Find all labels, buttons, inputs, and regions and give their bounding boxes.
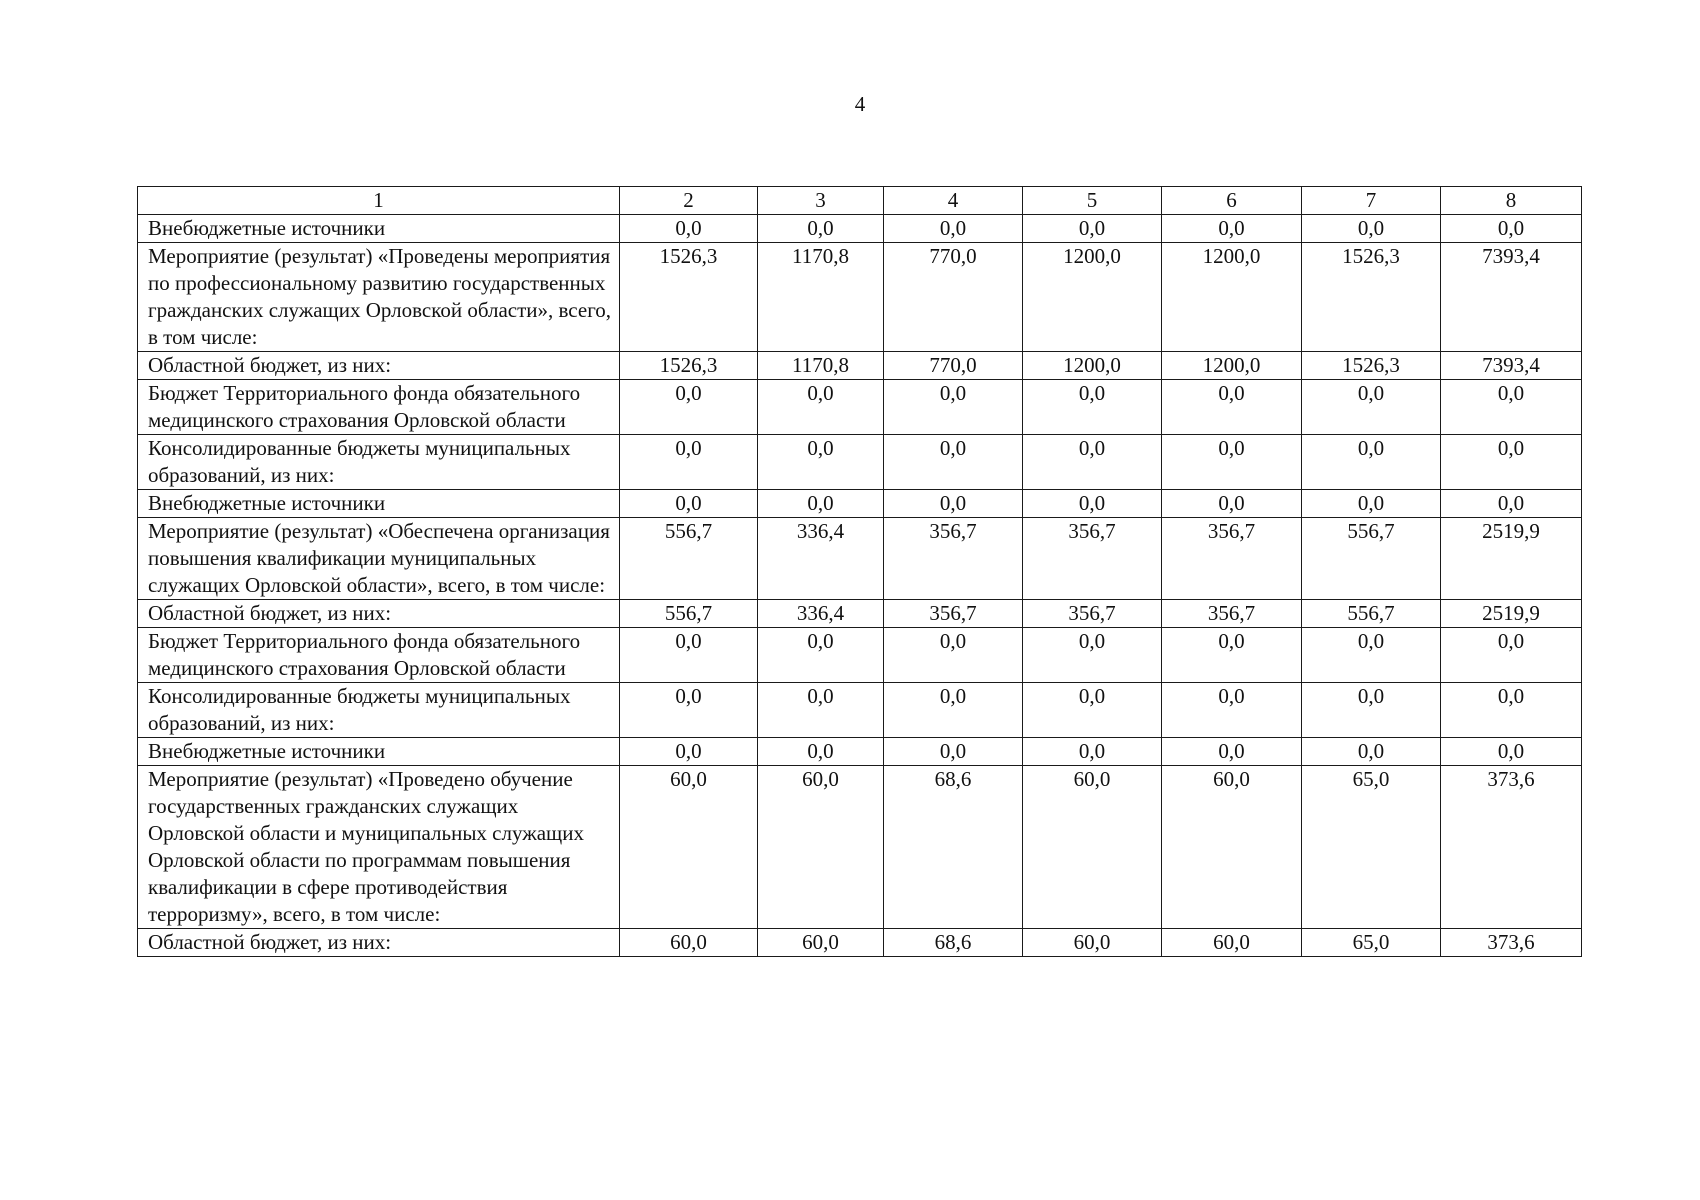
value-cell: 0,0: [884, 490, 1023, 518]
value-cell: 1200,0: [1023, 243, 1162, 352]
table-row: [138, 243, 1582, 352]
value-cell: 0,0: [1162, 435, 1302, 490]
value-cell: 1526,3: [620, 243, 758, 352]
value-cell: 356,7: [1162, 600, 1302, 628]
value-cell: 336,4: [758, 600, 884, 628]
value-cell: 0,0: [1302, 683, 1441, 738]
value-cell: 356,7: [1023, 600, 1162, 628]
value-cell: 0,0: [1023, 490, 1162, 518]
value-cell: 0,0: [884, 738, 1023, 766]
value-cell: 0,0: [1023, 628, 1162, 683]
table-row: [138, 435, 1582, 490]
header-cell: 2: [620, 187, 758, 215]
table-body: [138, 187, 1582, 957]
table-row: [138, 628, 1582, 683]
value-cell: 0,0: [758, 490, 884, 518]
value-cell: 7393,4: [1441, 243, 1582, 352]
value-cell: 0,0: [1162, 683, 1302, 738]
header-cell: 5: [1023, 187, 1162, 215]
header-cell: 4: [884, 187, 1023, 215]
value-cell: 0,0: [620, 490, 758, 518]
value-cell: 0,0: [1302, 435, 1441, 490]
table-row: [138, 600, 1582, 628]
value-cell: 556,7: [620, 518, 758, 600]
row-label: Областной бюджет, из них:: [138, 600, 620, 628]
value-cell: 373,6: [1441, 929, 1582, 957]
value-cell: 0,0: [1023, 435, 1162, 490]
value-cell: 0,0: [884, 683, 1023, 738]
table-row: [138, 518, 1582, 600]
table-row: [138, 738, 1582, 766]
value-cell: 0,0: [620, 683, 758, 738]
value-cell: 0,0: [884, 215, 1023, 243]
value-cell: 60,0: [620, 766, 758, 929]
row-label: Мероприятие (результат) «Проведены мероприятия по профессиональному развитию государственных гражданских служащих Орловской области», всего, в том числе:: [138, 243, 620, 352]
row-label: Мероприятие (результат) «Обеспечена организация повышения квалификации муниципальных служащих Орловской области», всего, в том числе:: [138, 518, 620, 600]
value-cell: 0,0: [1162, 215, 1302, 243]
page-number: 4: [854, 92, 866, 116]
value-cell: 556,7: [1302, 518, 1441, 600]
table-row: [138, 683, 1582, 738]
table-row: [138, 766, 1582, 929]
table-row: [138, 490, 1582, 518]
value-cell: 0,0: [1162, 738, 1302, 766]
value-cell: 2519,9: [1441, 600, 1582, 628]
value-cell: 0,0: [1162, 490, 1302, 518]
value-cell: 0,0: [1441, 683, 1582, 738]
value-cell: 356,7: [1162, 518, 1302, 600]
budget-table: [137, 186, 1582, 957]
row-label: Бюджет Территориального фонда обязательного медицинского страхования Орловской области: [138, 628, 620, 683]
value-cell: 2519,9: [1441, 518, 1582, 600]
value-cell: 0,0: [1162, 628, 1302, 683]
value-cell: 60,0: [1162, 929, 1302, 957]
value-cell: 0,0: [1441, 435, 1582, 490]
header-row: [138, 187, 1582, 215]
row-label: Консолидированные бюджеты муниципальных образований, из них:: [138, 683, 620, 738]
value-cell: 0,0: [758, 683, 884, 738]
value-cell: 0,0: [758, 435, 884, 490]
value-cell: 65,0: [1302, 929, 1441, 957]
value-cell: 60,0: [1023, 766, 1162, 929]
value-cell: 0,0: [758, 738, 884, 766]
value-cell: 1526,3: [1302, 243, 1441, 352]
value-cell: 0,0: [620, 628, 758, 683]
value-cell: 0,0: [758, 628, 884, 683]
value-cell: 0,0: [620, 380, 758, 435]
value-cell: 556,7: [620, 600, 758, 628]
value-cell: 0,0: [758, 380, 884, 435]
value-cell: 0,0: [1162, 380, 1302, 435]
value-cell: 0,0: [884, 628, 1023, 683]
value-cell: 356,7: [1023, 518, 1162, 600]
value-cell: 0,0: [1302, 380, 1441, 435]
value-cell: 1170,8: [758, 243, 884, 352]
header-cell: 7: [1302, 187, 1441, 215]
value-cell: 770,0: [884, 243, 1023, 352]
value-cell: 356,7: [884, 600, 1023, 628]
header-cell: 6: [1162, 187, 1302, 215]
value-cell: 0,0: [1441, 215, 1582, 243]
value-cell: 60,0: [758, 766, 884, 929]
value-cell: 1526,3: [620, 352, 758, 380]
value-cell: 0,0: [1441, 738, 1582, 766]
value-cell: 60,0: [758, 929, 884, 957]
value-cell: 0,0: [1441, 380, 1582, 435]
value-cell: 60,0: [1162, 766, 1302, 929]
row-label: Внебюджетные источники: [138, 738, 620, 766]
table-row: [138, 352, 1582, 380]
value-cell: 0,0: [1302, 490, 1441, 518]
value-cell: 0,0: [1023, 380, 1162, 435]
value-cell: 556,7: [1302, 600, 1441, 628]
value-cell: 1200,0: [1162, 243, 1302, 352]
value-cell: 0,0: [1023, 683, 1162, 738]
value-cell: 0,0: [1302, 628, 1441, 683]
value-cell: 68,6: [884, 766, 1023, 929]
value-cell: 336,4: [758, 518, 884, 600]
value-cell: 770,0: [884, 352, 1023, 380]
header-cell: 8: [1441, 187, 1582, 215]
value-cell: 373,6: [1441, 766, 1582, 929]
row-label: Внебюджетные источники: [138, 215, 620, 243]
row-label: Областной бюджет, из них:: [138, 929, 620, 957]
value-cell: 0,0: [1023, 738, 1162, 766]
table-row: [138, 929, 1582, 957]
value-cell: 1526,3: [1302, 352, 1441, 380]
value-cell: 0,0: [1023, 215, 1162, 243]
value-cell: 0,0: [620, 215, 758, 243]
table-row: [138, 380, 1582, 435]
value-cell: 60,0: [1023, 929, 1162, 957]
row-label: Внебюджетные источники: [138, 490, 620, 518]
value-cell: 0,0: [1441, 490, 1582, 518]
value-cell: 60,0: [620, 929, 758, 957]
value-cell: 1200,0: [1023, 352, 1162, 380]
value-cell: 1170,8: [758, 352, 884, 380]
row-label: Областной бюджет, из них:: [138, 352, 620, 380]
header-cell: 1: [138, 187, 620, 215]
value-cell: 7393,4: [1441, 352, 1582, 380]
value-cell: 0,0: [1302, 215, 1441, 243]
value-cell: 0,0: [758, 215, 884, 243]
value-cell: 0,0: [1441, 628, 1582, 683]
header-cell: 3: [758, 187, 884, 215]
value-cell: 1200,0: [1162, 352, 1302, 380]
value-cell: 0,0: [1302, 738, 1441, 766]
table-row: [138, 215, 1582, 243]
value-cell: 0,0: [620, 435, 758, 490]
value-cell: 68,6: [884, 929, 1023, 957]
value-cell: 0,0: [620, 738, 758, 766]
value-cell: 356,7: [884, 518, 1023, 600]
value-cell: 65,0: [1302, 766, 1441, 929]
value-cell: 0,0: [884, 435, 1023, 490]
row-label: Консолидированные бюджеты муниципальных образований, из них:: [138, 435, 620, 490]
row-label: Бюджет Территориального фонда обязательного медицинского страхования Орловской области: [138, 380, 620, 435]
value-cell: 0,0: [884, 380, 1023, 435]
row-label: Мероприятие (результат) «Проведено обучение государственных гражданских служащих Орловской области и муниципальных служащих Орловской области по программам повышения квалификации в сфере противодействия терроризму», всего, в том числе:: [138, 766, 620, 929]
